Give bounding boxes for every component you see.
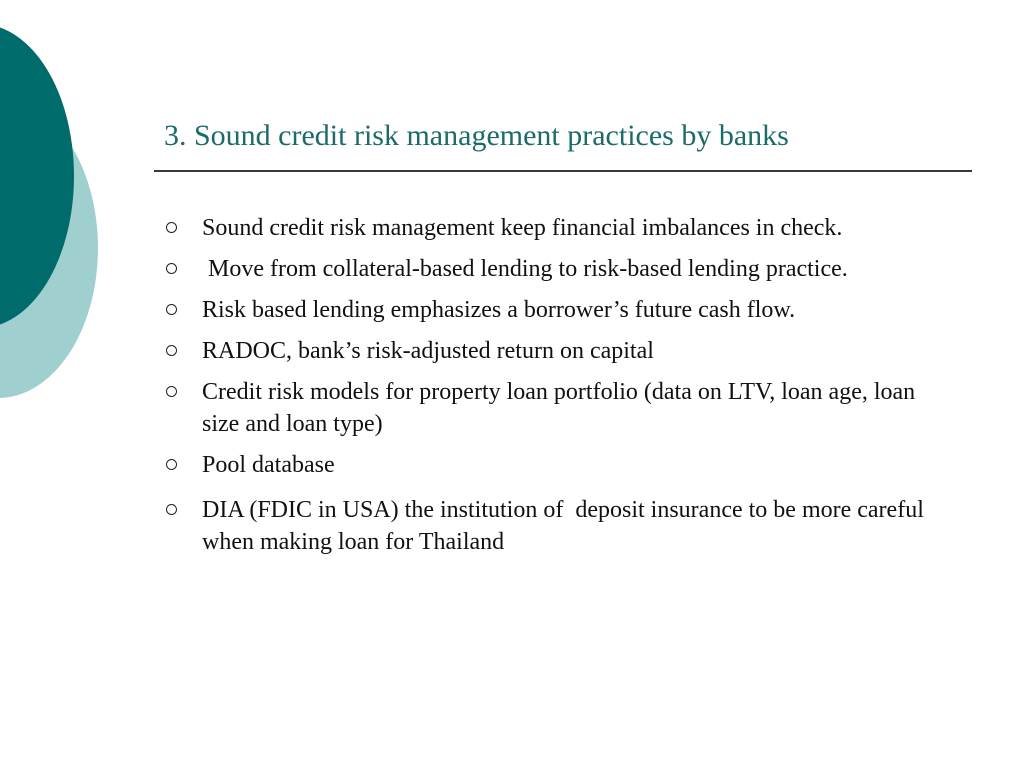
bullet-item (164, 449, 954, 481)
hollow-circle-icon (166, 459, 177, 470)
hollow-circle-icon (166, 304, 177, 315)
bullet-text: RADOC, bank’s risk-adjusted return on capital (202, 338, 654, 364)
bullet-text: Move from collateral-based lending to risk-based lending practice. (202, 256, 848, 282)
bullet-text: DIA (FDIC in USA) the institution of deposit insurance to be more careful when making loan for Thailand (202, 497, 930, 555)
hollow-circle-icon (166, 263, 177, 274)
bullet-text: Risk based lending emphasizes a borrower’s future cash flow. (202, 297, 796, 323)
hollow-circle-icon (166, 222, 177, 233)
hollow-circle-icon (166, 386, 177, 397)
bullet-text: Sound credit risk management keep financial imbalances in check. (202, 215, 843, 241)
hollow-circle-icon (166, 504, 177, 515)
bullet-item (164, 376, 954, 440)
bullet-item (164, 294, 954, 326)
slide-title: 3. Sound credit risk management practices by banks (164, 119, 789, 152)
bullet-list (164, 212, 954, 567)
hollow-circle-icon (166, 345, 177, 356)
bullet-item (164, 335, 954, 367)
bullet-text: Credit risk models for property loan portfolio (data on LTV, loan age, loan size and loan type) (202, 379, 922, 437)
bullet-item (164, 494, 954, 558)
bullet-item (164, 253, 954, 285)
bullet-text: Pool database (202, 452, 335, 478)
title-divider (154, 170, 972, 172)
bullet-item (164, 212, 954, 244)
